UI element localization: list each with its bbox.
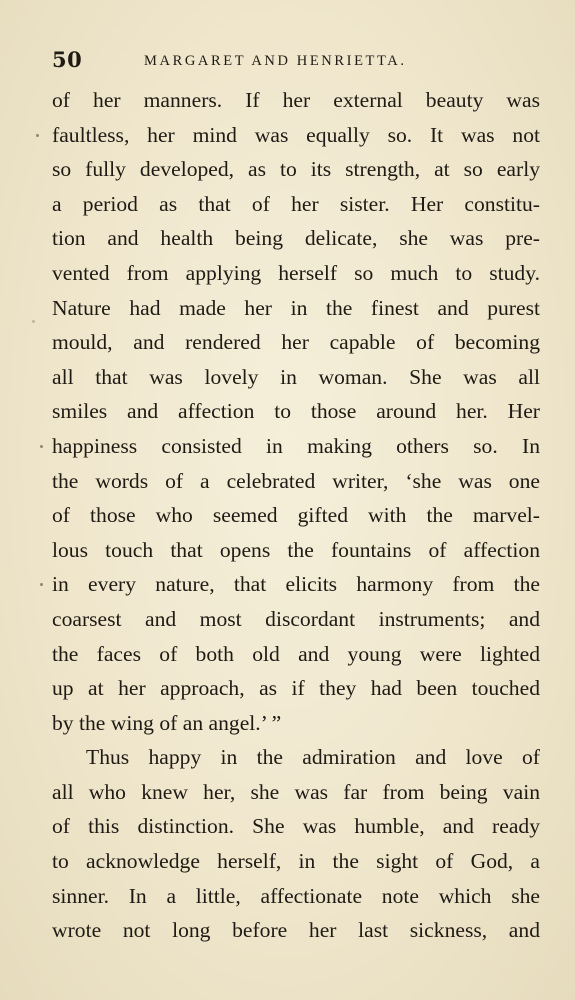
text-line: a period as that of her sister. Her constitu- bbox=[52, 191, 540, 216]
text-line: Nature had made her in the finest and purest bbox=[52, 295, 540, 320]
text-line: wrote not long before her last sickness, and bbox=[52, 918, 540, 943]
page-number: 50 bbox=[52, 47, 83, 72]
body-text bbox=[52, 83, 540, 948]
text-line: faultless, her mind was equally so. It was not bbox=[52, 122, 540, 147]
text-line: mould, and rendered her capable of becoming bbox=[52, 330, 540, 355]
text-line: vented from applying herself so much to study. bbox=[52, 260, 540, 285]
paper-speck bbox=[36, 134, 39, 137]
text-line: Thus happy in the admiration and love of bbox=[86, 745, 540, 770]
text-line: by the wing of an angel.’ ” bbox=[52, 710, 282, 735]
text-line: the words of a celebrated writer, ‘she was one bbox=[52, 468, 540, 493]
text-line: tion and health being delicate, she was pre- bbox=[52, 226, 540, 251]
text-line: happiness consisted in making others so. In bbox=[52, 433, 540, 458]
text-line: the faces of both old and young were lighted bbox=[52, 641, 540, 666]
text-line: to acknowledge herself, in the sight of God, a bbox=[52, 849, 540, 874]
text-line: sinner. In a little, affectionate note which she bbox=[52, 883, 540, 908]
text-line: of her manners. If her external beauty was bbox=[52, 88, 540, 112]
page-header bbox=[52, 46, 540, 74]
text-line: up at her approach, as if they had been touched bbox=[52, 676, 540, 701]
text-line: all that was lovely in woman. She was all bbox=[52, 364, 540, 389]
paper-speck bbox=[40, 583, 43, 586]
text-line: in every nature, that elicits harmony from the bbox=[52, 572, 540, 597]
text-line: of those who seemed gifted with the marvel- bbox=[52, 503, 540, 528]
text-line: so fully developed, as to its strength, at so early bbox=[52, 157, 540, 182]
running-head: MARGARET AND HENRIETTA. bbox=[144, 53, 407, 69]
text-line: coarsest and most discordant instruments; and bbox=[52, 606, 540, 631]
text-line: smiles and affection to those around her. Her bbox=[52, 399, 540, 424]
paper-speck bbox=[40, 445, 43, 448]
text-line: of this distinction. She was humble, and ready bbox=[52, 814, 540, 839]
text-line: lous touch that opens the fountains of affection bbox=[52, 537, 540, 562]
text-line: all who knew her, she was far from being vain bbox=[52, 779, 540, 804]
paper-speck bbox=[32, 320, 35, 323]
